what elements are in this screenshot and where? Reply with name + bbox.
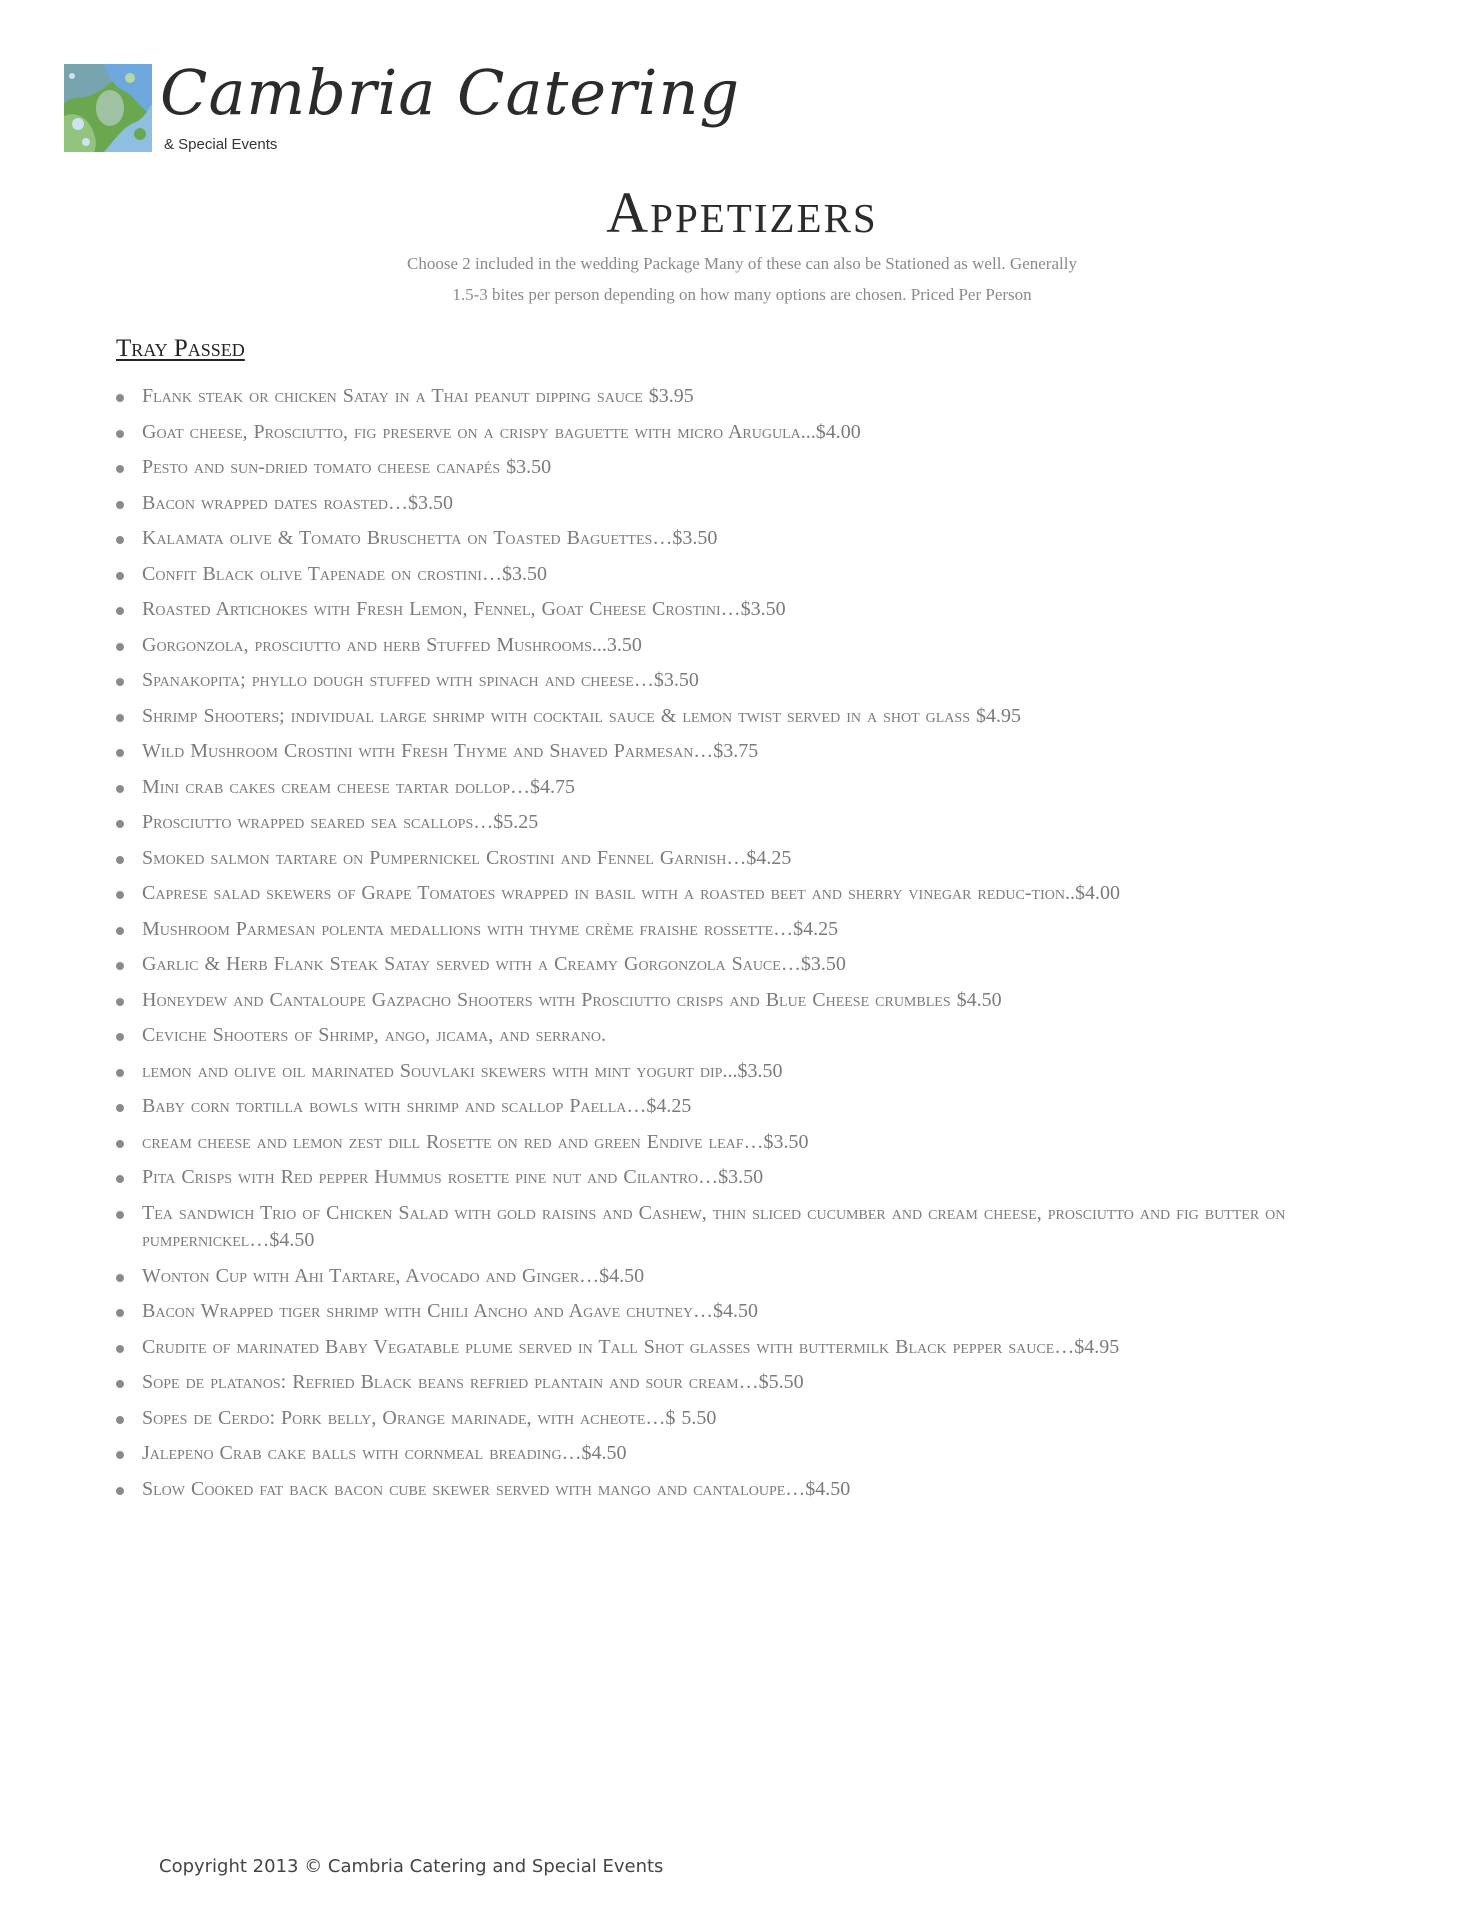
list-item-label: Crudite of marinated Baby Vegatable plume served in Tall Shot glasses with buttermilk Black pepper sauce…$4.95 — [142, 1335, 1120, 1358]
list-item — [116, 667, 1376, 695]
list-item — [116, 1334, 1376, 1362]
bullet-icon — [116, 1309, 124, 1317]
bullet-icon — [116, 572, 124, 580]
list-item-label: Pita Crisps with Red pepper Hummus rosette pine nut and Cilantro…$3.50 — [142, 1166, 764, 1188]
appetizer-list — [116, 383, 1376, 1511]
list-item-label: Slow Cooked fat back bacon cube skewer served with mango and cantaloupe…$4.50 — [142, 1477, 851, 1500]
bullet-icon — [116, 678, 124, 686]
section-heading-tray-passed: Tray Passed — [116, 335, 245, 362]
list-item-label: Sopes de Cerdo: Pork belly, Orange marinade, with acheote…$ 5.50 — [142, 1406, 717, 1429]
list-item — [116, 1022, 1376, 1050]
bullet-icon — [116, 891, 124, 899]
list-item-label: Mushroom Parmesan polenta medallions with thyme crème fraishe rossette…$4.25 — [142, 917, 839, 940]
bullet-icon — [116, 430, 124, 438]
intro-text — [300, 248, 1184, 310]
list-item — [116, 738, 1376, 766]
bullet-icon — [116, 607, 124, 615]
bullet-icon — [116, 1487, 124, 1495]
bullet-icon — [116, 643, 124, 651]
brand-tagline: & Special Events — [164, 136, 278, 153]
bullet-icon — [116, 1175, 124, 1183]
list-item-label: Garlic & Herb Flank Steak Satay served with a Creamy Gorgonzola Sauce…$3.50 — [142, 953, 846, 975]
bullet-icon — [116, 785, 124, 793]
list-item — [116, 1263, 1376, 1291]
list-item — [116, 880, 1376, 908]
list-item — [116, 525, 1376, 553]
list-item-label: Prosciutto wrapped seared sea scallops…$5.25 — [142, 811, 539, 833]
list-item — [116, 632, 1376, 660]
list-item — [116, 1058, 1376, 1086]
list-item-label: Gorgonzola, prosciutto and herb Stuffed Mushrooms...3.50 — [142, 633, 642, 656]
bullet-icon — [116, 856, 124, 864]
bullet-icon — [116, 501, 124, 509]
list-item-label: Bacon Wrapped tiger shrimp with Chili Ancho and Agave chutney…$4.50 — [142, 1300, 759, 1322]
bullet-icon — [116, 820, 124, 828]
list-item-label: Kalamata olive & Tomato Bruschetta on Toasted Baguettes…$3.50 — [142, 527, 718, 549]
list-item-label: Tea sandwich Trio of Chicken Salad with gold raisins and Cashew, thin sliced cucumber and cream cheese, prosciutto and fig butter on pumpernickel…$4.50 — [142, 1201, 1286, 1251]
bullet-icon — [116, 927, 124, 935]
list-item — [116, 1164, 1376, 1192]
list-item — [116, 383, 1376, 411]
list-item-label: Ceviche Shooters of Shrimp, ango, jicama, and serrano. — [142, 1024, 606, 1046]
list-item-label: Flank steak or chicken Satay in a Thai peanut dipping sauce $3.95 — [142, 385, 694, 407]
list-item — [116, 1476, 1376, 1504]
bullet-icon — [116, 1274, 124, 1282]
list-item-label: Wonton Cup with Ahi Tartare, Avocado and Ginger…$4.50 — [142, 1264, 645, 1287]
bullet-icon — [116, 714, 124, 722]
bullet-icon — [116, 1211, 124, 1219]
list-item-label: Bacon wrapped dates roasted…$3.50 — [142, 491, 454, 514]
bullet-icon — [116, 1069, 124, 1077]
bullet-icon — [116, 1140, 124, 1148]
intro-line-1: Choose 2 included in the wedding Package Many of these can also be Stationed as well. Generally — [407, 254, 1077, 273]
list-item-label: Jalepeno Crab cake balls with cornmeal breading…$4.50 — [142, 1442, 627, 1464]
bullet-icon — [116, 1345, 124, 1353]
list-item-label: Roasted Artichokes with Fresh Lemon, Fennel, Goat Cheese Crostini…$3.50 — [142, 598, 786, 620]
brand-logo — [64, 56, 741, 172]
bullet-icon — [116, 1451, 124, 1459]
list-item — [116, 987, 1376, 1015]
list-item — [116, 1298, 1376, 1326]
list-item — [116, 454, 1376, 482]
list-item-label: Pesto and sun-dried tomato cheese canapés $3.50 — [142, 456, 552, 478]
list-item-label: Confit Black olive Tapenade on crostini…$3.50 — [142, 562, 547, 585]
list-item-label: Spanakopita; phyllo dough stuffed with spinach and cheese…$3.50 — [142, 669, 699, 691]
bullet-icon — [116, 749, 124, 757]
bullet-icon — [116, 394, 124, 402]
list-item-label: Shrimp Shooters; individual large shrimp with cocktail sauce & lemon twist served in a shot glass $4.95 — [142, 704, 1021, 727]
list-item — [116, 419, 1376, 447]
list-item — [116, 951, 1376, 979]
bullet-icon — [116, 1033, 124, 1041]
page-title: Appetizers — [606, 180, 878, 245]
list-item — [116, 1405, 1376, 1433]
list-item-label: Baby corn tortilla bowls with shrimp and scallop Paella…$4.25 — [142, 1095, 692, 1117]
intro-line-2: 1.5-3 bites per person depending on how many options are chosen. Priced Per Person — [452, 285, 1032, 304]
list-item — [116, 1093, 1376, 1121]
list-item — [116, 703, 1376, 731]
list-item-label: lemon and olive oil marinated Souvlaki skewers with mint yogurt dip...$3.50 — [142, 1059, 783, 1082]
list-item — [116, 490, 1376, 518]
bullet-icon — [116, 1104, 124, 1112]
list-item — [116, 561, 1376, 589]
list-item-label: Mini crab cakes cream cheese tartar dollop…$4.75 — [142, 775, 576, 798]
list-item-label: Caprese salad skewers of Grape Tomatoes wrapped in basil with a roasted beet and sherry vinegar reduc-tion..$4.00 — [142, 882, 1120, 904]
list-item-label: Wild Mushroom Crostini with Fresh Thyme and Shaved Parmesan…$3.75 — [142, 740, 759, 762]
list-item-label: Goat cheese, Prosciutto, fig preserve on a crispy baguette with micro Arugula...$4.00 — [142, 420, 861, 443]
list-item-label: Sope de platanos: Refried Black beans refried plantain and sour cream…$5.50 — [142, 1371, 804, 1393]
list-item-label: Smoked salmon tartare on Pumpernickel Crostini and Fennel Garnish…$4.25 — [142, 846, 792, 869]
list-item — [116, 916, 1376, 944]
bullet-icon — [116, 998, 124, 1006]
bullet-icon — [116, 465, 124, 473]
bullet-icon — [116, 1416, 124, 1424]
list-item — [116, 1369, 1376, 1397]
list-item — [116, 1129, 1376, 1157]
list-item — [116, 596, 1376, 624]
bullet-icon — [116, 1380, 124, 1388]
list-item-label: Honeydew and Cantaloupe Gazpacho Shooters with Prosciutto crisps and Blue Cheese crumbles $4.50 — [142, 988, 1002, 1011]
brand-name: Cambria Catering — [160, 56, 741, 129]
list-item — [116, 845, 1376, 873]
list-item — [116, 1440, 1376, 1468]
abstract-square-logo-icon — [64, 64, 152, 152]
list-item — [116, 774, 1376, 802]
bullet-icon — [116, 962, 124, 970]
footer-copyright: Copyright 2013 © Cambria Catering and Special Events — [159, 1856, 664, 1877]
list-item — [116, 1200, 1376, 1255]
bullet-icon — [116, 536, 124, 544]
list-item-label: cream cheese and lemon zest dill Rosette on red and green Endive leaf…$3.50 — [142, 1130, 809, 1153]
list-item — [116, 809, 1376, 837]
